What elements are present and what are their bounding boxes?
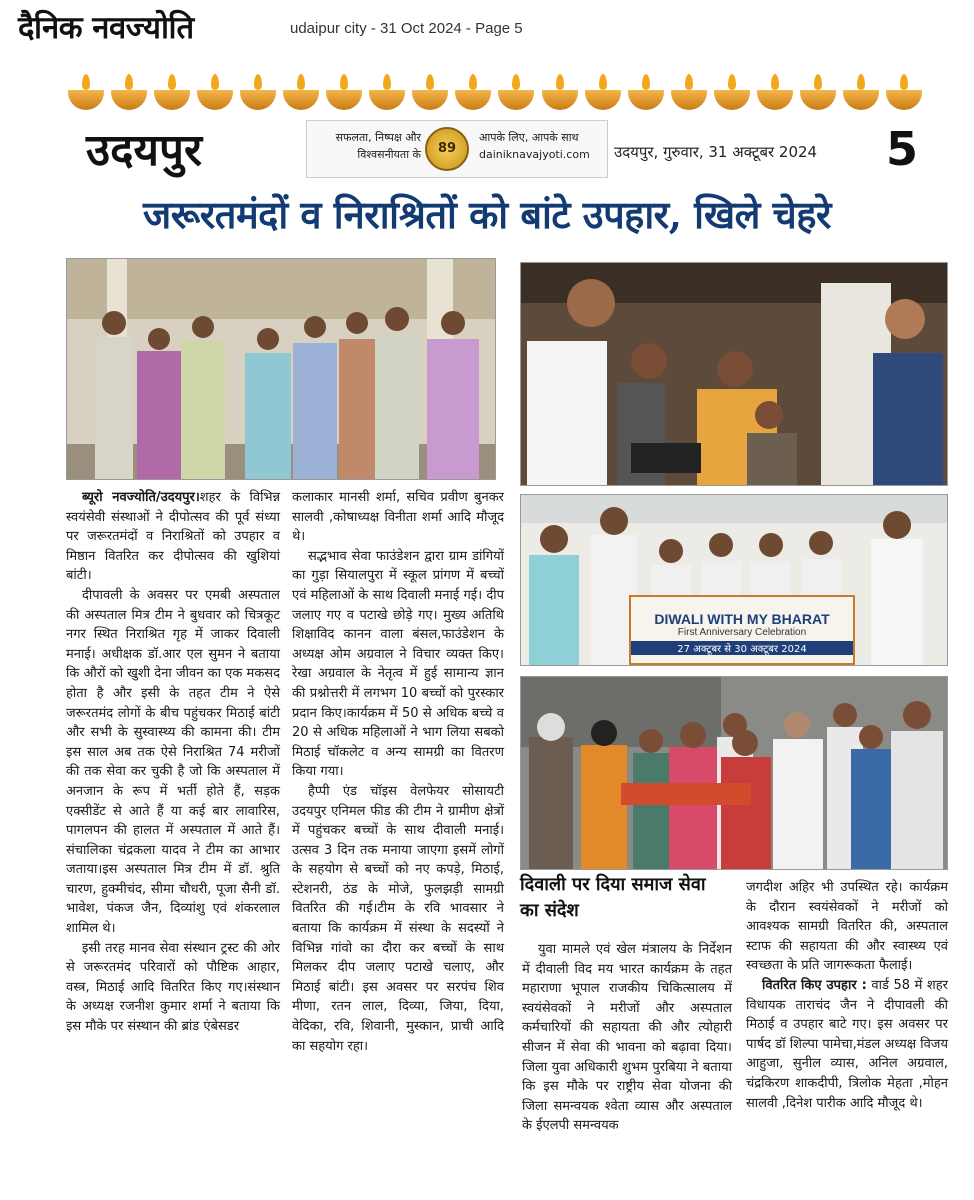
diwali-banner-dates: 27 अक्टूबर से 30 अक्टूबर 2024 — [631, 641, 853, 655]
subheadline: दिवाली पर दिया समाज सेवा का संदेश — [520, 874, 706, 921]
column3-para1: युवा मामले एवं खेल मंत्रालय के निर्देशन में दीवाली विद मय भारत कार्यक्रम के तहत महाराणा भूपाल राजकीय चिकित्सालय में स्वयंसेवकों ने मरीजों और अस्पताल कर्मचारियों की सहायता की और त्योहारी सीजन में सेवा की भावना को बढ़ावा दिया। जिला युवा अधिकारी शुभम पुरबिया ने बताया कि इस मौके पर राष्ट्रीय सेवा योजना की जिला समन्वयक श्वेता व्यास और अस्पताल के ईएलपी समन्वयक — [522, 942, 732, 1134]
diya-icon — [238, 74, 278, 114]
gift-distribution-photo-icon — [521, 263, 947, 485]
group-photo-icon — [67, 259, 495, 479]
diya-icon — [281, 74, 321, 114]
diya-icon — [66, 74, 106, 114]
edition-info: udaipur city - 31 Oct 2024 - Page 5 — [290, 20, 523, 37]
diya-icon — [841, 74, 881, 114]
anniversary-badge: 89 — [425, 127, 469, 171]
diya-icon — [540, 74, 580, 114]
group-photo — [66, 258, 496, 480]
diya-icon — [410, 74, 450, 114]
diya-decoration — [66, 70, 924, 114]
column1-para2: दीपावली के अवसर पर एमबी अस्पताल की अस्पताल मित्र टीम ने बुधवार को चित्रकूट नगर स्थित निराश्रित गृह में जाकर दिवाली मनाई। अधीक्षक डॉ.आर एल सुमन ने बताया कि औरों को खुशी देना जीवन का एक मकसद होता है और इसी के तहत टीम ने ऐसे जरूरतमंद लोगों के बीच पहुंचकर मिठाई बांटी और सभी के सुस्वास्थ्य की कामना की। टीम इस साल अब तक ऐसे निराश्रित 74 मरीजों की तक सेवा कर चुकी है जो कि अस्पताल में अनजान के रूप में भर्ती होते हैं, सड़क एक्सीडेंट से आते हैं या कई बार लावारिस, पागलपन की हालत में अस्पताल में आते हैं। संचालिका चंद्रकला यादव ने टीम का आभार जताया।इस अस्पताल मित्र टीम में डॉ. श्रुति चारण, हुक्मीचंद, सीमा चौधरी, पूजा सैनी डॉ. भावेश, पंकज जैन, दिव्यांशु एवं शंकरलाल शामिल थे। — [66, 587, 280, 937]
diwali-banner-subtitle: First Anniversary Celebration — [677, 627, 807, 638]
column1-para1: शहर के विभिन्न स्वयंसेवी संस्थाओं ने दीपोत्सव की पूर्व संध्या पर जरूरतमंदों व निराश्रितों को उपहार व मिष्ठान वितरित कर दीपोत्सव की खुशियां बांटी। — [66, 490, 280, 584]
diya-icon — [583, 74, 623, 114]
diya-icon — [195, 74, 235, 114]
diya-icon — [496, 74, 536, 114]
banner-url: dainiknavajyoti.com — [479, 148, 590, 161]
newspaper-title: दैनिक नवज्योति — [18, 10, 194, 46]
page-number: 5 — [886, 122, 919, 176]
dateline: उदयपुर, गुरुवार, 31 अक्टूबर 2024 — [614, 143, 818, 161]
diya-icon — [669, 74, 709, 114]
diwali-with-my-bharat-photo — [520, 494, 948, 666]
article-column-1 — [66, 488, 280, 1037]
diwali-banner-title: DIWALI WITH MY BHARAT — [654, 611, 830, 627]
diya-icon — [798, 74, 838, 114]
diya-icon — [453, 74, 493, 114]
column2-para3: हैप्पी एंड चॉइस वेलफेयर सोसायटी उदयपुर एनिमल फीड की टीम ने ग्रामीण क्षेत्रों में पहुंचकर बच्चों के साथ दीवाली मनाई। उत्सव 3 दिन तक मनाया जाएगा इसमें लोगों के सहयोग से बच्चों को नए कपड़े, मिठाई, स्टेशनरी, ठंड के मोजे, फुलझड़ी सामग्री वितरित की गई।टीम के रवि भावसार ने बताया कि कार्यक्रम में संस्था के सदस्यों ने विभिन्न गांवो का दौरा कर बच्चों के साथ मिलकर दीप जलाए पटाखे चलाए, और मिठाई बांटी। इस अवसर पर सरपंच शिव मीणा, रतन लाल, दिव्या, जिया, दिया, वेदिका, रवि, शिवानी, मुस्कान, प्राची आदि का सहयोग रहा। — [292, 783, 504, 1054]
article-column-4 — [746, 878, 948, 1113]
diwali-banner — [629, 595, 855, 665]
diya-icon — [367, 74, 407, 114]
column2-para1: कलाकार मानसी शर्मा, सचिव प्रवीण बुनकर सालवी ,कोषाध्यक्ष विनीता शर्मा आदि मौजूद थे। — [292, 490, 504, 545]
city-name: उदयपुर — [86, 125, 202, 176]
anniversary-banner — [306, 120, 608, 178]
banner-left-text: सफलता, निष्पक्ष और विश्वसनीयता के — [335, 131, 421, 161]
column2-para2: सद्भभाव सेवा फाउंडेशन द्वारा ग्राम डांगियों का गुड़ा सियालपुरा में स्कूल प्रांगण में बच्चों एवं महिलाओं के साथ दिवाली मनाई गई। दीप जलाए गए व पटाखे छोड़े गए। मुख्य अतिथि शिक्षाविद कानन वाला बंसल,फाउंडेशन के अध्यक्ष ओम अग्रवाल ने विचार व्यक्त किए। रेखा अग्रवाल के नेतृत्व में हुई सामान्य ज्ञान की प्रश्नोत्तरी में लगभग 10 बच्चों को पुरस्कार प्रदान किए।कार्यक्रम में 50 से अधिक बच्चे व 20 से अधिक महिलाओं ने भाग लिया सबको मिठाई चॉकलेट व अन्य सामग्री का वितरण किया गया। — [292, 548, 504, 780]
headline: जरूरतमंदों व निराश्रितों को बांटे उपहार, खिले चेहरे — [143, 192, 831, 237]
banner-right-text — [479, 129, 590, 163]
gifts-lead: वितरित किए उपहार : — [762, 977, 867, 993]
column4-para1: जगदीश अहिर भी उपस्थित रहे। कार्यक्रम के दौरान स्वयंसेवकों ने मरीजों को आवश्यक सामग्री वितरित की, अस्पताल स्टाफ की सहायता की और स्वास्थ्य एवं स्वच्छता के प्रति जागरूकता फैलाई। — [746, 880, 948, 974]
diya-icon — [884, 74, 924, 114]
diya-icon — [755, 74, 795, 114]
byline: ब्यूरो नवज्योति/उदयपुर। — [82, 490, 200, 505]
article-column-2 — [292, 488, 504, 1056]
article-column-3 — [522, 940, 732, 1136]
banner-tagline: आपके लिए, आपके साथ — [479, 131, 579, 144]
column4-para2: वार्ड 58 में शहर विधायक ताराचंद जैन ने दीपावली की मिठाई व उपहार बाटे गए। इस अवसर पर पार्षद डॉ शिल्पा पामेचा,मंडल अध्यक्ष विजय आहुजा, सुनील व्यास, अनिल अग्रवाल, चंद्रकिरण शाकदीपी, त्रिलोक मेहता ,मोहन सालवी ,दिनेश पारीक आदि मौजूद थे। — [746, 977, 948, 1111]
diya-icon — [626, 74, 666, 114]
hospital-distribution-photo-icon — [521, 677, 947, 869]
column1-para3: इसी तरह मानव सेवा संस्थान ट्रस्ट की ओर से जरूरतमंद परिवारों को पौष्टिक आहार, वस्त्र, मिठाई आदि वितरित किए गए।संस्थान के अध्यक्ष रजनीश कुमार शर्मा ने बताया कि इस मौके पर संस्थान की ब्रांड एंबेसडर — [66, 940, 280, 1035]
diya-icon — [324, 74, 364, 114]
hospital-distribution-photo — [520, 676, 948, 870]
gift-distribution-photo — [520, 262, 948, 486]
diya-icon — [152, 74, 192, 114]
diya-icon — [109, 74, 149, 114]
diya-icon — [712, 74, 752, 114]
